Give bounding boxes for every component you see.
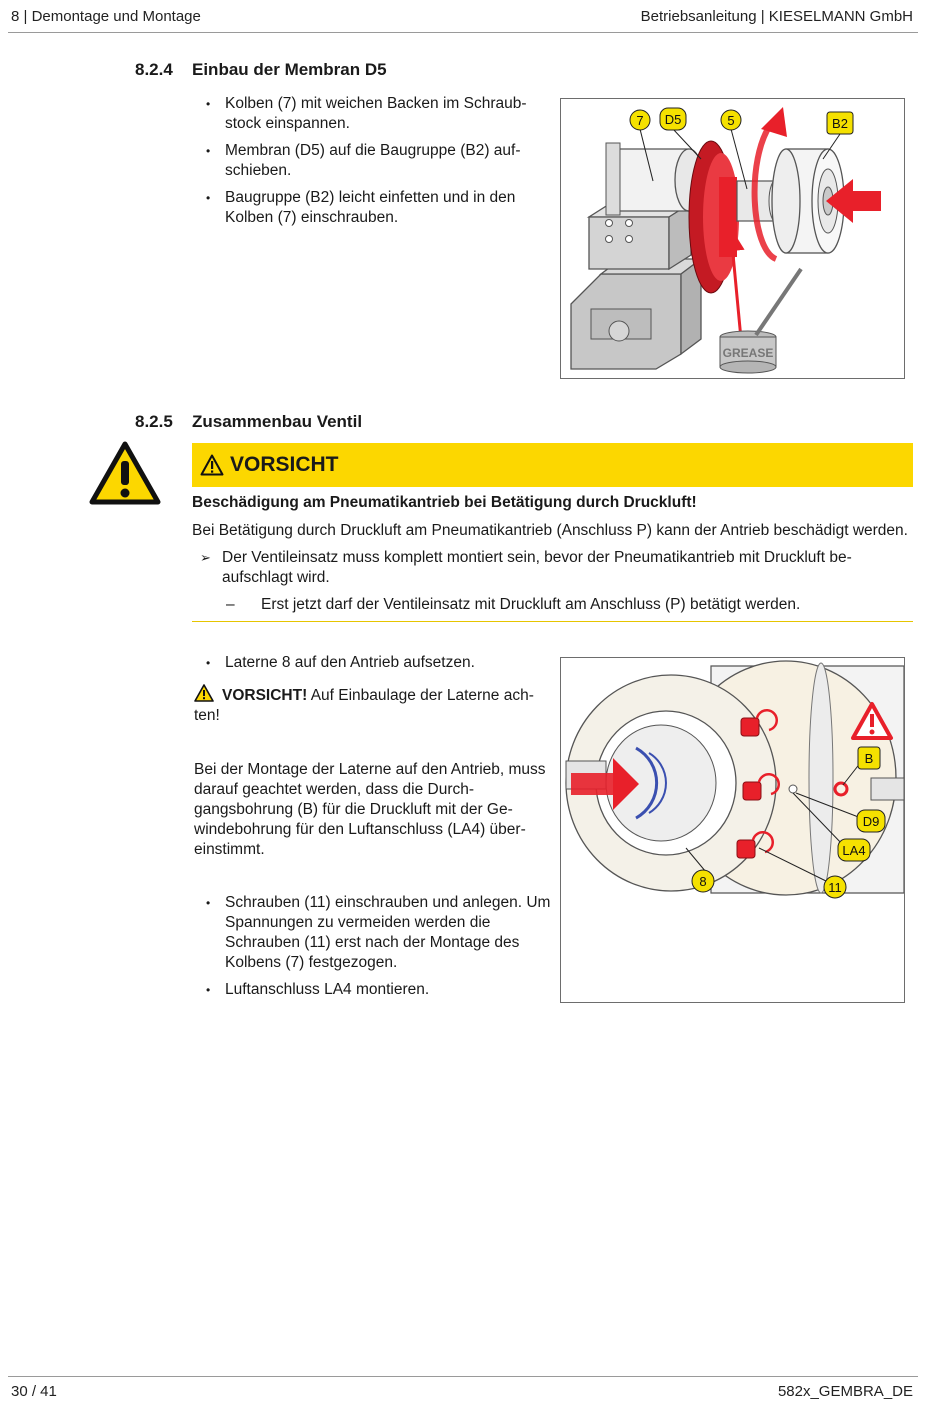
caution-icon xyxy=(194,684,214,702)
warning-small-icon xyxy=(200,454,224,476)
warning-bottom-rule xyxy=(192,621,913,622)
warning-result-text: Erst jetzt darf der Ventileinsatz mit Druckluft am Anschluss (P) betätigt werden. xyxy=(261,596,801,613)
callout-B: B xyxy=(864,751,874,766)
header-document-title: Betriebsanleitung | KIESELMANN GmbH xyxy=(640,8,913,25)
section2-steps xyxy=(192,893,552,1007)
section1-steps xyxy=(192,94,547,235)
warning-result xyxy=(192,595,913,615)
list-item: • Laterne 8 auf den Antrieb aufsetzen. xyxy=(192,653,552,673)
callout-D9: D9 xyxy=(862,814,880,829)
section-heading-8-2-4 xyxy=(135,60,387,80)
warning-body: Bei Betätigung durch Druckluft am Pneumatikantrieb (Anschluss P) kann der Antrieb beschädigt werden. xyxy=(192,522,908,539)
header-chapter: 8 | Demontage und Montage xyxy=(11,8,201,25)
list-item: • Schrauben (11) einschrauben und anlegen. Um Spannungen zu vermeiden werden die Schrauben (11) erst nach der Montage des Kolbens (7) festgezogen. xyxy=(192,893,552,973)
document-id: 582x_GEMBRA_DE xyxy=(777,1383,913,1400)
warning-triangle-icon xyxy=(89,441,161,505)
caution-label: VORSICHT! xyxy=(222,687,308,704)
membrane-assembly-figure xyxy=(560,98,905,379)
warning-action xyxy=(192,548,902,588)
lantern-assembly-illustration xyxy=(561,658,904,1002)
footer-rule xyxy=(8,1376,918,1377)
list-item: • Kolben (7) mit weichen Backen im Schraub-stock einspannen. xyxy=(192,94,547,134)
callout-LA4: LA4 xyxy=(842,843,866,858)
section-heading-8-2-5 xyxy=(135,412,362,432)
result-dash: – xyxy=(226,596,235,613)
callout-5: 5 xyxy=(727,113,735,128)
section-number: 8.2.5 xyxy=(135,412,173,431)
section-title: Zusammenbau Ventil xyxy=(192,412,363,431)
section2-step1 xyxy=(192,653,552,680)
membrane-assembly-illustration xyxy=(561,99,904,378)
grease-label: GREASE xyxy=(722,346,774,360)
warning-action-text: Der Ventileinsatz muss komplett montiert sein, bevor der Pneumatikantrieb mit Druckluft be-aufschlagt wird. xyxy=(222,549,852,586)
warning-box xyxy=(192,443,913,622)
warning-banner xyxy=(192,443,913,487)
list-item: • Membran (D5) auf die Baugruppe (B2) auf-schieben. xyxy=(192,141,547,181)
callout-11: 11 xyxy=(828,880,842,895)
page-number: 30 / 41 xyxy=(11,1383,57,1400)
callout-8: 8 xyxy=(699,874,707,889)
caution-text: Auf Einbaulage der Laterne ach-ten! xyxy=(194,687,534,724)
list-item: • Baugruppe (B2) leicht einfetten und in den Kolben (7) einschrauben. xyxy=(192,188,547,228)
action-arrow-icon: ➢ xyxy=(200,550,211,565)
warning-subtitle: Beschädigung am Pneumatikantrieb bei Betätigung durch Druckluft! xyxy=(192,494,697,511)
header-rule xyxy=(8,32,918,33)
warning-title: VORSICHT xyxy=(230,453,339,476)
lantern-note: Bei der Montage der Laterne auf den Antrieb, muss darauf geachtet werden, dass die Durch-gangsbohrung (B) für die Druckluft mit der Ge-windebohrung für den Luftanschluss (LA4) über-einstimmt. xyxy=(194,761,546,858)
callout-B2: B2 xyxy=(832,116,848,131)
list-item: • Luftanschluss LA4 montieren. xyxy=(192,980,552,1000)
lantern-assembly-figure xyxy=(560,657,905,1003)
section-number: 8.2.4 xyxy=(135,60,173,79)
caution-note xyxy=(194,684,550,726)
section-title: Einbau der Membran D5 xyxy=(192,60,387,79)
callout-D5: D5 xyxy=(664,112,682,127)
callout-7: 7 xyxy=(636,113,644,128)
